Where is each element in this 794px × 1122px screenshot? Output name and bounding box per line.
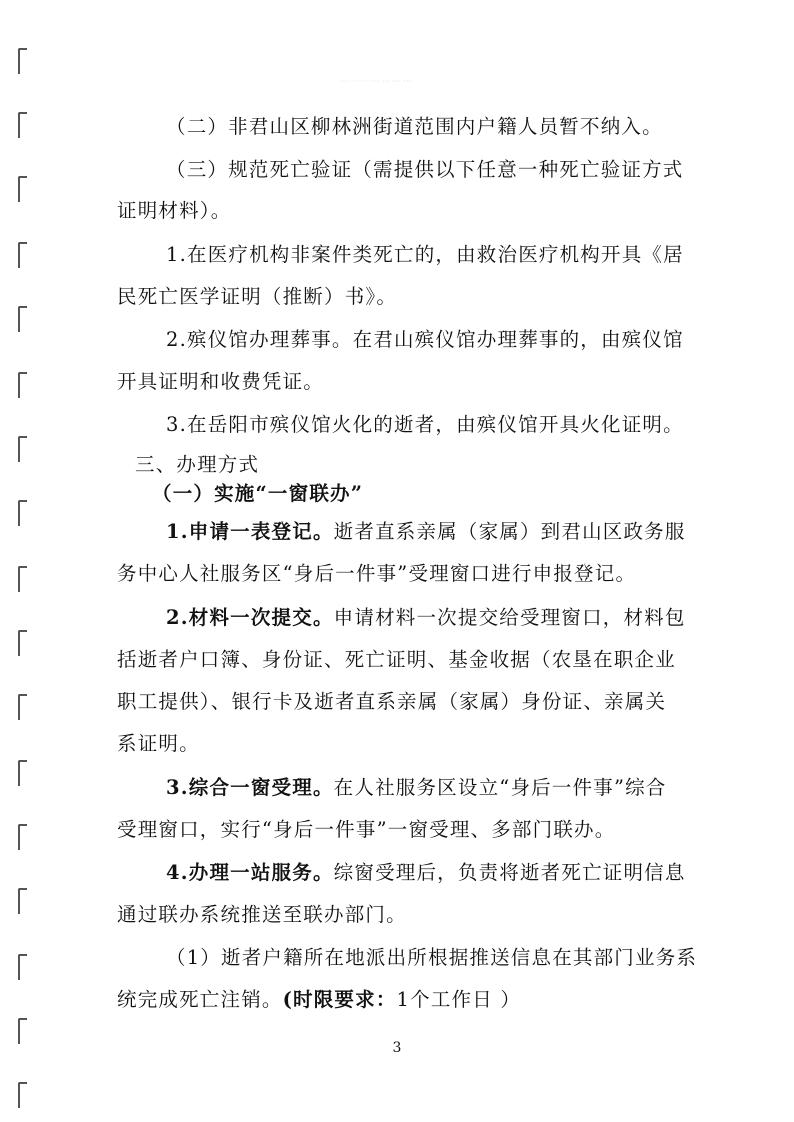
text-segment: （1）逝者户籍所在地派出所根据推送信息在其部门业务系 xyxy=(166,946,698,969)
text-line xyxy=(0,519,794,545)
text-segment: （三）规范死亡验证（需提供以下任意一种死亡验证方式 xyxy=(166,158,684,181)
text-line xyxy=(0,561,794,587)
text-segment: 申请材料一次提交给受理窗口，材料包 xyxy=(333,606,686,629)
text-segment: 综窗受理后，负责将逝者死亡证明信息 xyxy=(333,861,686,884)
text-line xyxy=(0,945,794,971)
text-line xyxy=(0,689,794,715)
bold-text: (时限要求： xyxy=(282,988,397,1011)
text-line xyxy=(0,987,794,1013)
text-line xyxy=(0,775,794,801)
text-line xyxy=(0,605,794,631)
text-segment: 务中心人社服务区“身后一件事”受理窗口进行申报登记。 xyxy=(117,562,637,585)
text-line xyxy=(0,284,794,310)
text-segment: 三、办理方式 xyxy=(135,453,260,476)
text-line xyxy=(0,817,794,843)
text-segment: 1.在医疗机构非案件类死亡的，由救治医疗机构开具《居 xyxy=(166,243,684,266)
text-segment: 民死亡医学证明（推断）书》。 xyxy=(117,285,398,308)
text-segment: 括逝者户口簿、身份证、死亡证明、基金收据（农垦在职企业 xyxy=(117,648,676,671)
text-segment: 系证明。 xyxy=(117,732,200,755)
text-segment: 职工提供）、银行卡及逝者直系亲属（家属）身份证、亲属关 xyxy=(117,690,667,713)
text-line xyxy=(0,369,794,395)
text-line xyxy=(0,157,794,183)
text-segment: 通过联办系统推送至联办部门。 xyxy=(117,903,407,926)
text-line xyxy=(0,114,794,140)
text-segment: 1个工作日 ） xyxy=(396,988,522,1011)
text-segment: 2.殡仪馆办理葬事。在君山殡仪馆办理葬事的，由殡仪馆 xyxy=(166,328,684,351)
text-line xyxy=(0,731,794,757)
text-segment: 受理窗口，实行“身后一件事”一窗受理、多部门联办。 xyxy=(117,818,616,841)
text-segment: 3.在岳阳市殡仪馆火化的逝者，由殡仪馆开具火化证明。 xyxy=(166,413,684,436)
text-line xyxy=(0,242,794,268)
bold-text: 1.申请一表登记。 xyxy=(166,520,334,543)
text-line xyxy=(0,452,794,478)
text-line xyxy=(0,327,794,353)
text-segment: 在人社服务区设立“身后一件事”综合 xyxy=(333,776,667,799)
bold-text: 2.材料一次提交。 xyxy=(166,606,334,629)
bold-text: （一）实施“一窗联办” xyxy=(152,482,364,505)
binding-hole-mark xyxy=(18,48,27,74)
text-line xyxy=(0,481,794,507)
text-line xyxy=(0,647,794,673)
text-line xyxy=(0,412,794,438)
text-segment: 统完成死亡注销。 xyxy=(117,988,283,1011)
text-segment: 证明材料）。 xyxy=(117,199,232,222)
bleed-through-text: ┄┄┄┄┄┄┄ xyxy=(340,74,414,90)
text-segment: 逝者直系亲属（家属）到君山区政务服 xyxy=(333,520,686,543)
text-segment: （二）非君山区柳林洲街道范围内户籍人员暂不纳入。 xyxy=(166,115,663,138)
text-line xyxy=(0,198,794,224)
binding-hole-mark xyxy=(18,1082,27,1108)
bold-text: 3.综合一窗受理。 xyxy=(166,776,334,799)
text-line xyxy=(0,902,794,928)
bold-text: 4.办理一站服务。 xyxy=(166,861,334,884)
text-line xyxy=(0,860,794,886)
text-segment: 开具证明和收费凭证。 xyxy=(117,370,325,393)
page-number: 3 xyxy=(392,1040,402,1056)
